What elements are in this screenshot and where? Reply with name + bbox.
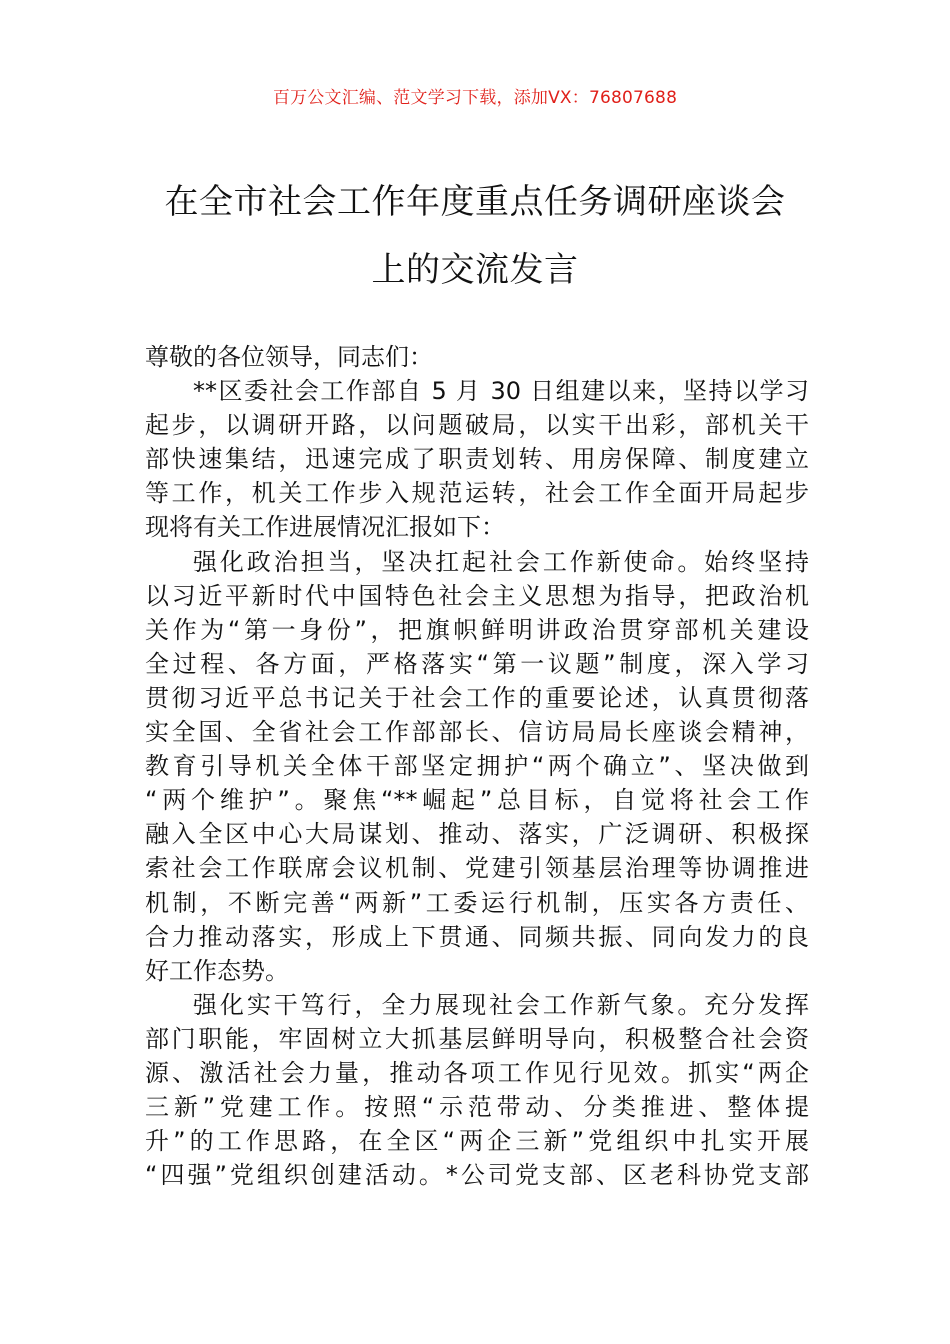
paragraph-line: 以习近平新时代中国特色社会主义思想为指导，把政治机 (145, 581, 809, 610)
paragraph-3 (145, 988, 809, 1193)
paragraph-line: 强化实干笃行，全力展现社会工作新气象。充分发挥 (193, 990, 809, 1019)
paragraph-line: 教育引导机关全体干部坚定拥护“两个确立”、坚决做到 (145, 752, 809, 781)
paragraph-line: **区委社会工作部自 5 月 30 日组建以来，坚持以学习 (193, 377, 809, 406)
paragraph-line: 强化政治担当，坚决扛起社会工作新使命。始终坚持 (193, 547, 809, 576)
paragraph-line: 融入全区中心大局谋划、推动、落实，广泛调研、积极探 (145, 820, 809, 849)
document-title (120, 168, 830, 304)
paragraph-line: 贯彻习近平总书记关于社会工作的重要论述，认真贯彻落 (145, 683, 809, 712)
paragraph-line: “两个维护”。聚焦“**崛起”总目标，自觉将社会工作 (145, 786, 809, 815)
salutation: 尊敬的各位领导，同志们： (145, 343, 433, 371)
paragraph-1 (145, 374, 809, 544)
paragraph-line: 源、激活社会力量，推动各项工作见行见效。抓实“两企 (145, 1058, 809, 1087)
paragraph-line: 部快速集结，迅速完成了职责划转、用房保障、制度建立 (145, 445, 809, 474)
paragraph-line: 关作为“第一身份”，把旗帜鲜明讲政治贯穿部机关建设 (145, 615, 809, 644)
paragraph-line: 升”的工作思路，在全区“两企三新”党组织中扎实开展 (145, 1127, 809, 1156)
paragraph-line: “四强”党组织创建活动。*公司党支部、区老科协党支部 (145, 1161, 809, 1190)
paragraph-line: 三新”党建工作。按照“示范带动、分类推进、整体提 (145, 1093, 809, 1122)
paragraph-line: 全过程、各方面，严格落实“第一议题”制度，深入学习 (145, 649, 809, 678)
title-line-2: 上的交流发言 (371, 250, 579, 290)
paragraph-line: 机制，不断完善“两新”工委运行机制，压实各方责任、 (145, 888, 809, 917)
paragraph-line: 索社会工作联席会议机制、党建引领基层治理等协调推进 (145, 854, 809, 883)
paragraph-line: 等工作，机关工作步入规范运转，社会工作全面开局起步 (145, 479, 809, 508)
paragraph-line: 部门职能，牢固树立大抓基层鲜明导向，积极整合社会资 (145, 1024, 809, 1053)
watermark-banner: 百万公文汇编、范文学习下载，添加VX：76807688 (272, 88, 678, 108)
paragraph-line: 起步，以调研开路，以问题破局，以实干出彩，部机关干 (145, 411, 809, 440)
paragraph-line: 合力推动落实，形成上下贯通、同频共振、同向发力的良 (145, 922, 809, 951)
paragraph-line: 现将有关工作进展情况汇报如下： (145, 513, 505, 542)
paragraph-2 (145, 545, 809, 988)
paragraph-line: 好工作态势。 (145, 956, 289, 985)
title-line-1: 在全市社会工作年度重点任务调研座谈会 (164, 182, 786, 222)
document-body (145, 340, 809, 1192)
paragraph-line: 实全国、全省社会工作部部长、信访局局长座谈会精神， (145, 718, 809, 747)
